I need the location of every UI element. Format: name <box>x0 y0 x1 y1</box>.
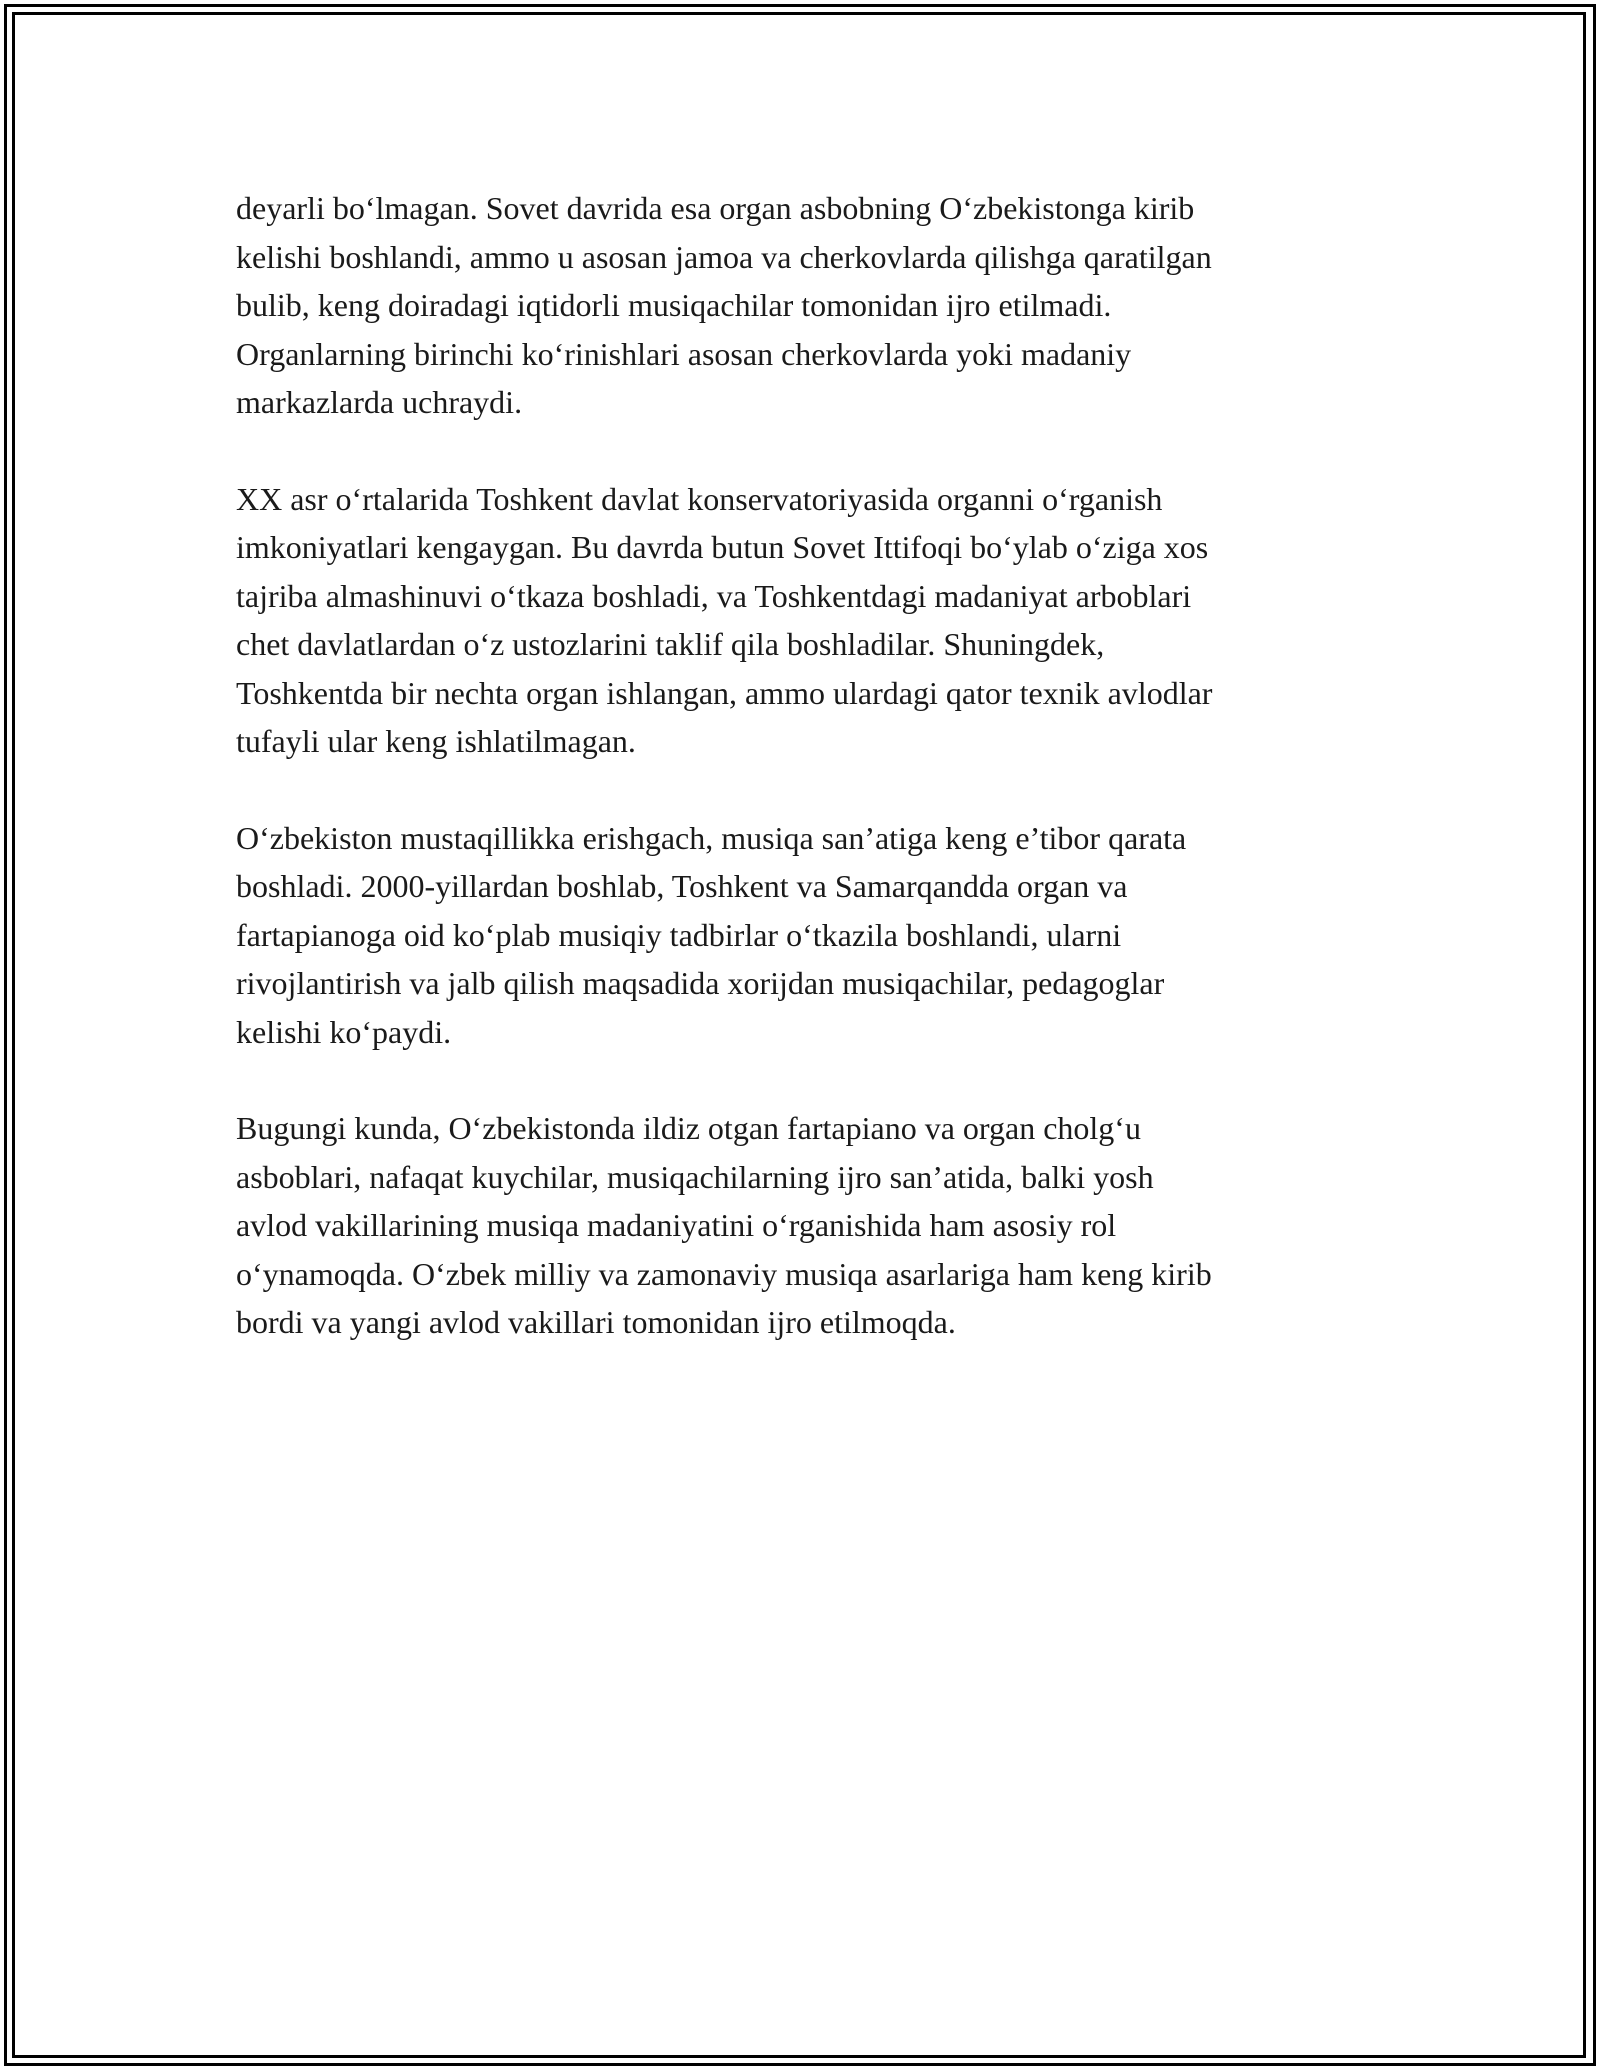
paragraph-present-day: Bugungi kunda, O‘zbekistonda ildiz otgan fartapiano va organ cholg‘u asboblari, nafaqat kuychilar, musiqachilarning ijro san’atida, balki yosh avlod vakillarining musiqa madaniyatini o‘rganishida ham asosiy rol o‘ynamoqda. O‘zbek milliy va zamonaviy musiqa asarlariga ham keng kirib bordi va yangi avlod vakillari tomonidan ijro etilmoqda. <box>236 1110 1212 1340</box>
document-body <box>236 184 1366 1395</box>
paragraph-organ-soviet-period: deyarli bo‘lmagan. Sovet davrida esa organ asbobning O‘zbekistonga kirib kelishi boshlandi, ammo u asosan jamoa va cherkovlarda qilishga qaratilgan bulib, keng doiradagi iqtidorli musiqachilar tomonidan ijro etilmadi. Organlarning birinchi ko‘rinishlari asosan cherkovlarda yoki madaniy markazlarda uchraydi. <box>236 190 1212 420</box>
paragraph-independence-era: O‘zbekiston mustaqillikka erishgach, musiqa san’atiga keng e’tibor qarata boshladi. 2000-yillardan boshlab, Toshkent va Samarqandda organ va fartapianoga oid ko‘plab musiqiy tadbirlar o‘tkazila boshlandi, ularni rivojlantirish va jalb qilish maqsadida xorijdan musiqachilar, pedagoglar kelishi ko‘paydi. <box>236 819 1187 1050</box>
paragraph-tashkent-conservatory: XX asr o‘rtalarida Toshkent davlat konservatoriyasida organni o‘rganish imkoniyatlari kengaygan. Bu davrda butun Sovet Ittifoqi bo‘ylab o‘ziga xos tajriba almashinuvi o‘tkaza boshladi, va Toshkentdagi madaniyat arboblari chet davlatlardan o‘z ustozlarini taklif qila boshladilar. Shuningdek, Toshkentda bir nechta organ ishlangan, ammo ulardagi qator texnik avlodlar tufayli ular keng ishlatilmagan. <box>236 480 1213 759</box>
